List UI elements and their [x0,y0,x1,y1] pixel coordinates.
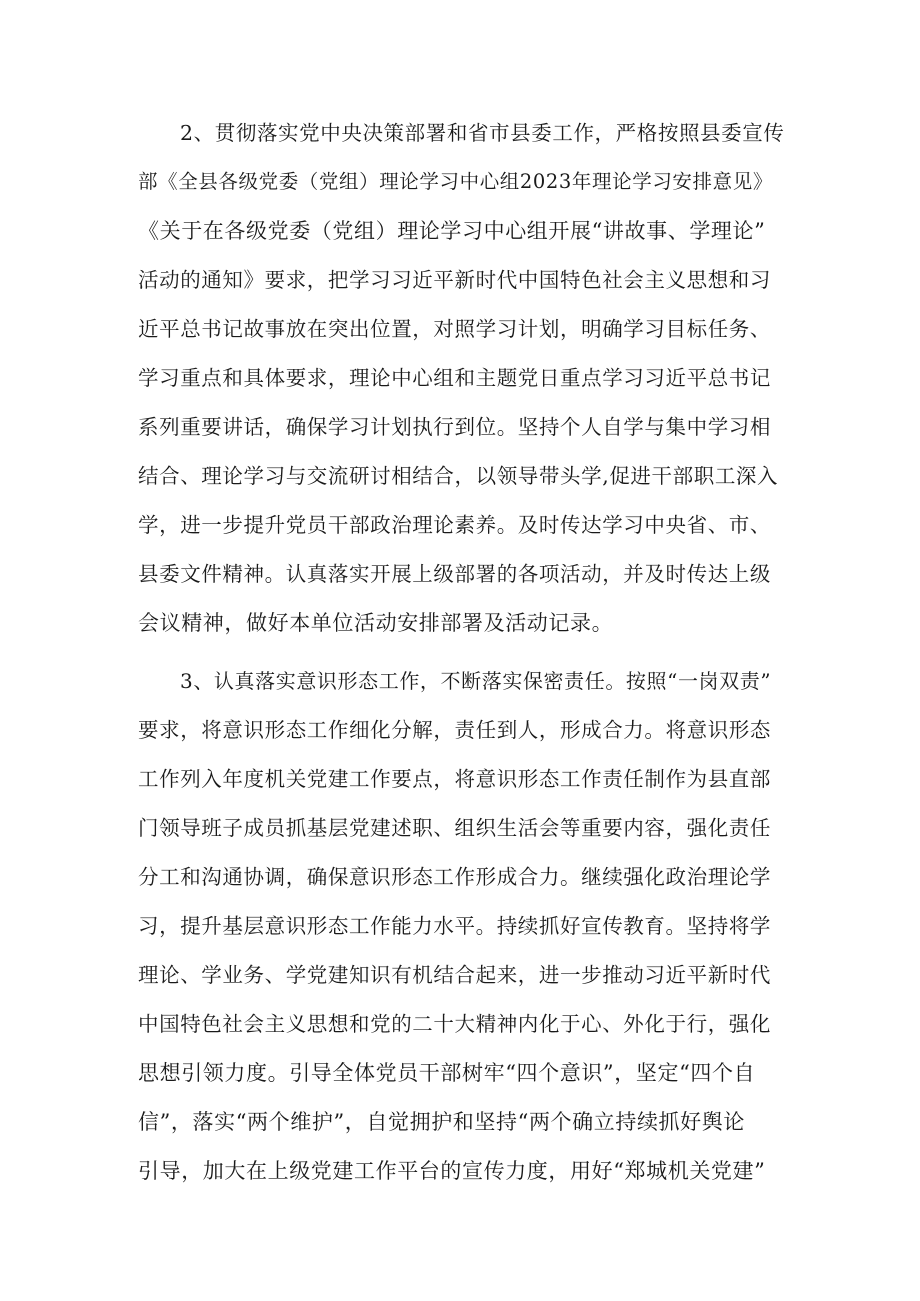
text-line: 中国特色社会主义思想和党的二十大精神内化于心、外化于行，强化 [138,1012,771,1036]
text-line: 《关于在各级党委（党组）理论学习中心组开展“讲故事、学理论” [138,219,766,243]
text-line: 2、贯彻落实党中央决策部署和省市县委工作，严格按照县委宣传 [180,121,785,145]
text-line: 系列重要讲话，确保学习计划执行到位。坚持个人自学与集中学习相 [138,415,771,439]
text-line: 近平总书记故事放在突出位置，对照学习计划，明确学习目标任务、 [138,317,771,341]
text-line: 思想引领力度。引导全体党员干部树牢“四个意识”，坚定“四个自 [138,1061,756,1085]
text-line: 信”，落实“两个维护”，自觉拥护和坚持“两个确立持续抓好舆论 [138,1110,745,1134]
text-line: 学习重点和具体要求，理论中心组和主题党日重点学习习近平总书记 [138,366,771,390]
text-line: 县委文件精神。认真落实开展上级部署的各项活动，并及时传达上级 [138,562,771,586]
text-line: 活动的通知》要求，把学习习近平新时代中国特色社会主义思想和习 [138,268,771,292]
text-line: 部《全县各级党委（党组）理论学习中心组2023年理论学习安排意见》 [138,170,773,193]
text-line: 3、认真落实意识形态工作，不断落实保密责任。按照“一岗双责” [180,669,772,693]
text-line: 分工和沟通协调，确保意识形态工作形成合力。继续强化政治理论学 [138,865,771,889]
text-line: 工作列入年度机关党建工作要点，将意识形态工作责任制作为县直部 [138,767,771,791]
text-line: 引导，加大在上级党建工作平台的宣传力度，用好“郑城机关党建” [138,1159,766,1183]
text-line: 理论、学业务、学党建知识有机结合起来，进一步推动习近平新时代 [138,963,771,987]
text-line: 门领导班子成员抓基层党建述职、组织生活会等重要内容，强化责任 [138,816,771,840]
text-line: 习，提升基层意识形态工作能力水平。持续抓好宣传教育。坚持将学 [138,914,771,938]
text-line: 结合、理论学习与交流研讨相结合，以领导带头学,促进干部职工深入 [138,464,779,488]
text-line: 会议精神，做好本单位活动安排部署及活动记录。 [138,611,614,635]
text-line: 学，进一步提升党员干部政治理论素养。及时传达学习中央省、市、 [138,513,771,537]
text-line: 要求，将意识形态工作细化分解，责任到人，形成合力。将意识形态 [138,718,771,742]
